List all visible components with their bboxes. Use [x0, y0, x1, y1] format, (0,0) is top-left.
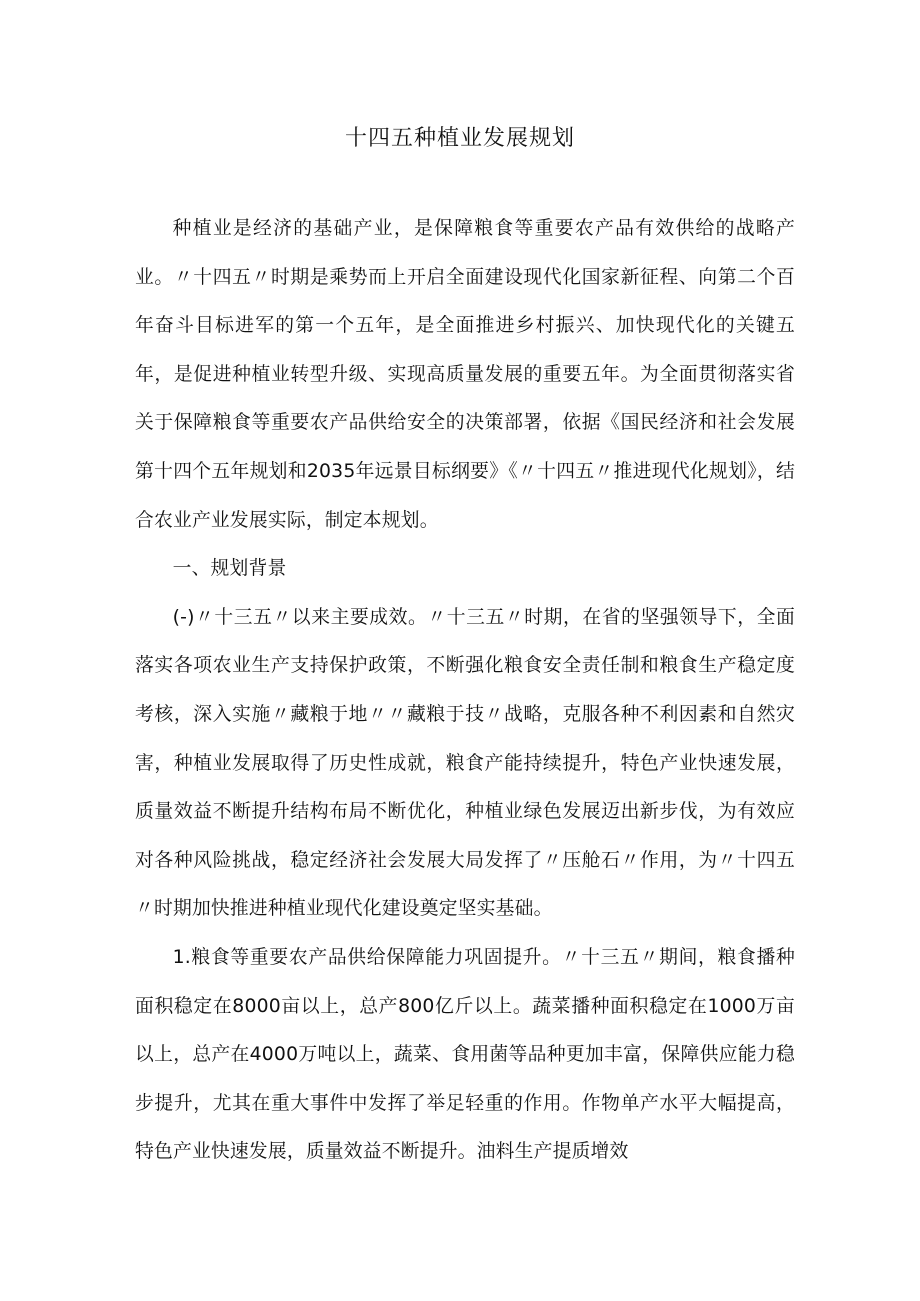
intro-paragraph: 种植业是经济的基础产业，是保障粮食等重要农产品有效供给的战略产业。〃十四五〃时期是乘势而上开启全面建设现代化国家新征程、向第二个百年奋斗目标进军的第一个五年，是全面推进乡村振兴、加快现代化的关键五年，是促进种植业转型升级、实现高质量发展的重要五年。为全面贯彻落实省关于保障粮食等重要农产品供给安全的决策部署，依据《国民经济和社会发展第十四个五年规划和2035年远景目标纲要》《〃十四五〃推进现代化规划》，结合农业产业发展实际，制定本规划。: [135, 218, 795, 531]
section-heading-background: 一、规划背景: [172, 558, 287, 580]
document-body: [135, 205, 795, 1177]
supply-capacity-paragraph: 1.粮食等重要农产品供给保障能力巩固提升。〃十三五〃期间，粮食播种面积稳定在8000亩以上，总产800亿斤以上。蔬菜播种面积稳定在1000万亩以上，总产在4000万吨以上，蔬菜、食用菌等品种更加丰富，保障供应能力稳步提升，尤其在重大事件中发挥了举足轻重的作用。作物单产水平大幅提高，特色产业快速发展，质量效益不断提升。油料生产提质增效: [135, 946, 795, 1163]
achievements-paragraph: (-)〃十三五〃以来主要成效。〃十三五〃时期，在省的坚强领导下，全面落实各项农业生产支持保护政策，不断强化粮食安全责任制和粮食生产稳定度考核，深入实施〃藏粮于地〃〃藏粮于技〃战略，克服各种不利因素和自然灾害，种植业发展取得了历史性成就，粮食产能持续提升，特色产业快速发展，质量效益不断提升结构布局不断优化，种植业绿色发展迈出新步伐，为有效应对各种风险挑战，稳定经济社会发展大局发挥了〃压舱石〃作用，为〃十四五〃时期加快推进种植业现代化建设奠定坚实基础。: [135, 606, 795, 920]
document-title: 十四五种植业发展规划: [344, 126, 575, 151]
